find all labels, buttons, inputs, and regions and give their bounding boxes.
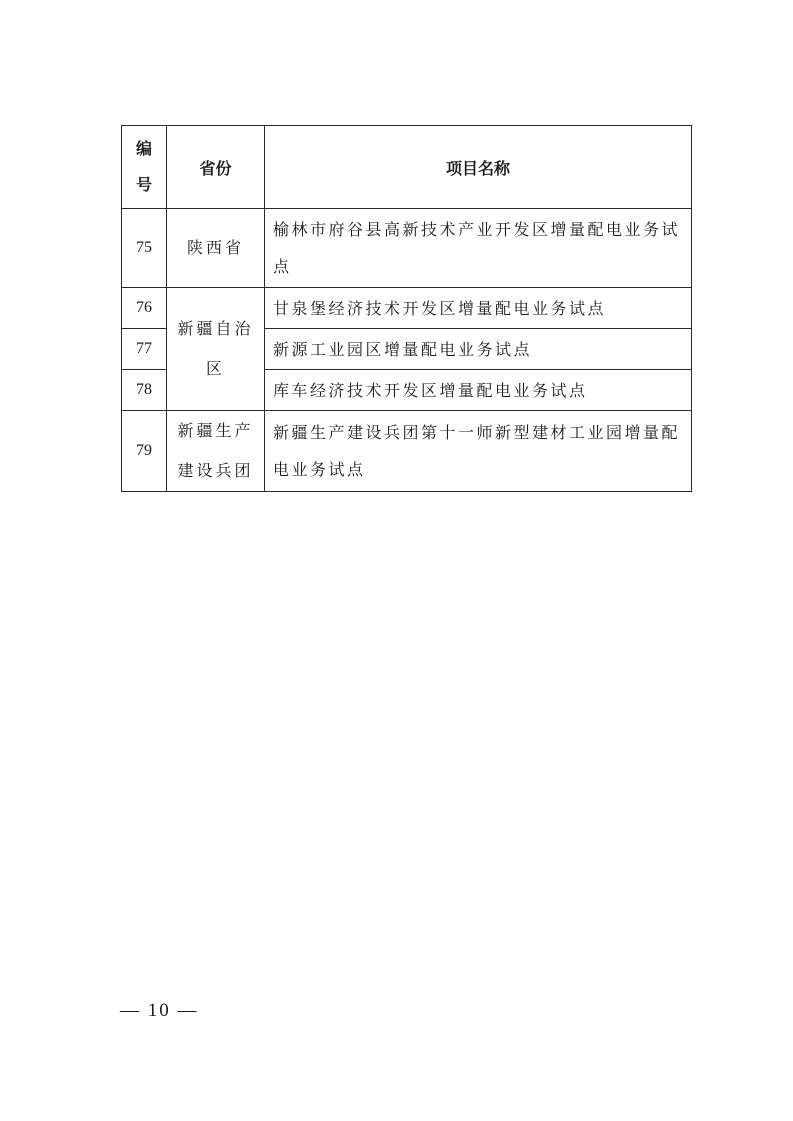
- table-row: [122, 209, 692, 288]
- row-province: 新疆生产建设兵团: [167, 411, 265, 492]
- table-row: [122, 288, 692, 329]
- header-project-name: 项目名称: [265, 126, 692, 209]
- header-number: 编号: [122, 126, 167, 209]
- row-project-name: 榆林市府谷县高新技术产业开发区增量配电业务试点: [265, 209, 692, 288]
- row-province: 新疆自治区: [167, 288, 265, 411]
- row-project-name: 新源工业园区增量配电业务试点: [265, 329, 692, 370]
- table-row: [122, 411, 692, 492]
- row-number: 78: [122, 370, 167, 411]
- header-province: 省份: [167, 126, 265, 209]
- row-project-name: 库车经济技术开发区增量配电业务试点: [265, 370, 692, 411]
- table-header-row: [122, 126, 692, 209]
- row-number: 76: [122, 288, 167, 329]
- row-number: 75: [122, 209, 167, 288]
- row-number: 79: [122, 411, 167, 492]
- pilot-projects-table: [121, 125, 692, 492]
- row-project-name: 新疆生产建设兵团第十一师新型建材工业园增量配电业务试点: [265, 411, 692, 492]
- row-province: 陕西省: [167, 209, 265, 288]
- page-number: — 10 —: [120, 1000, 199, 1021]
- row-number: 77: [122, 329, 167, 370]
- row-project-name: 甘泉堡经济技术开发区增量配电业务试点: [265, 288, 692, 329]
